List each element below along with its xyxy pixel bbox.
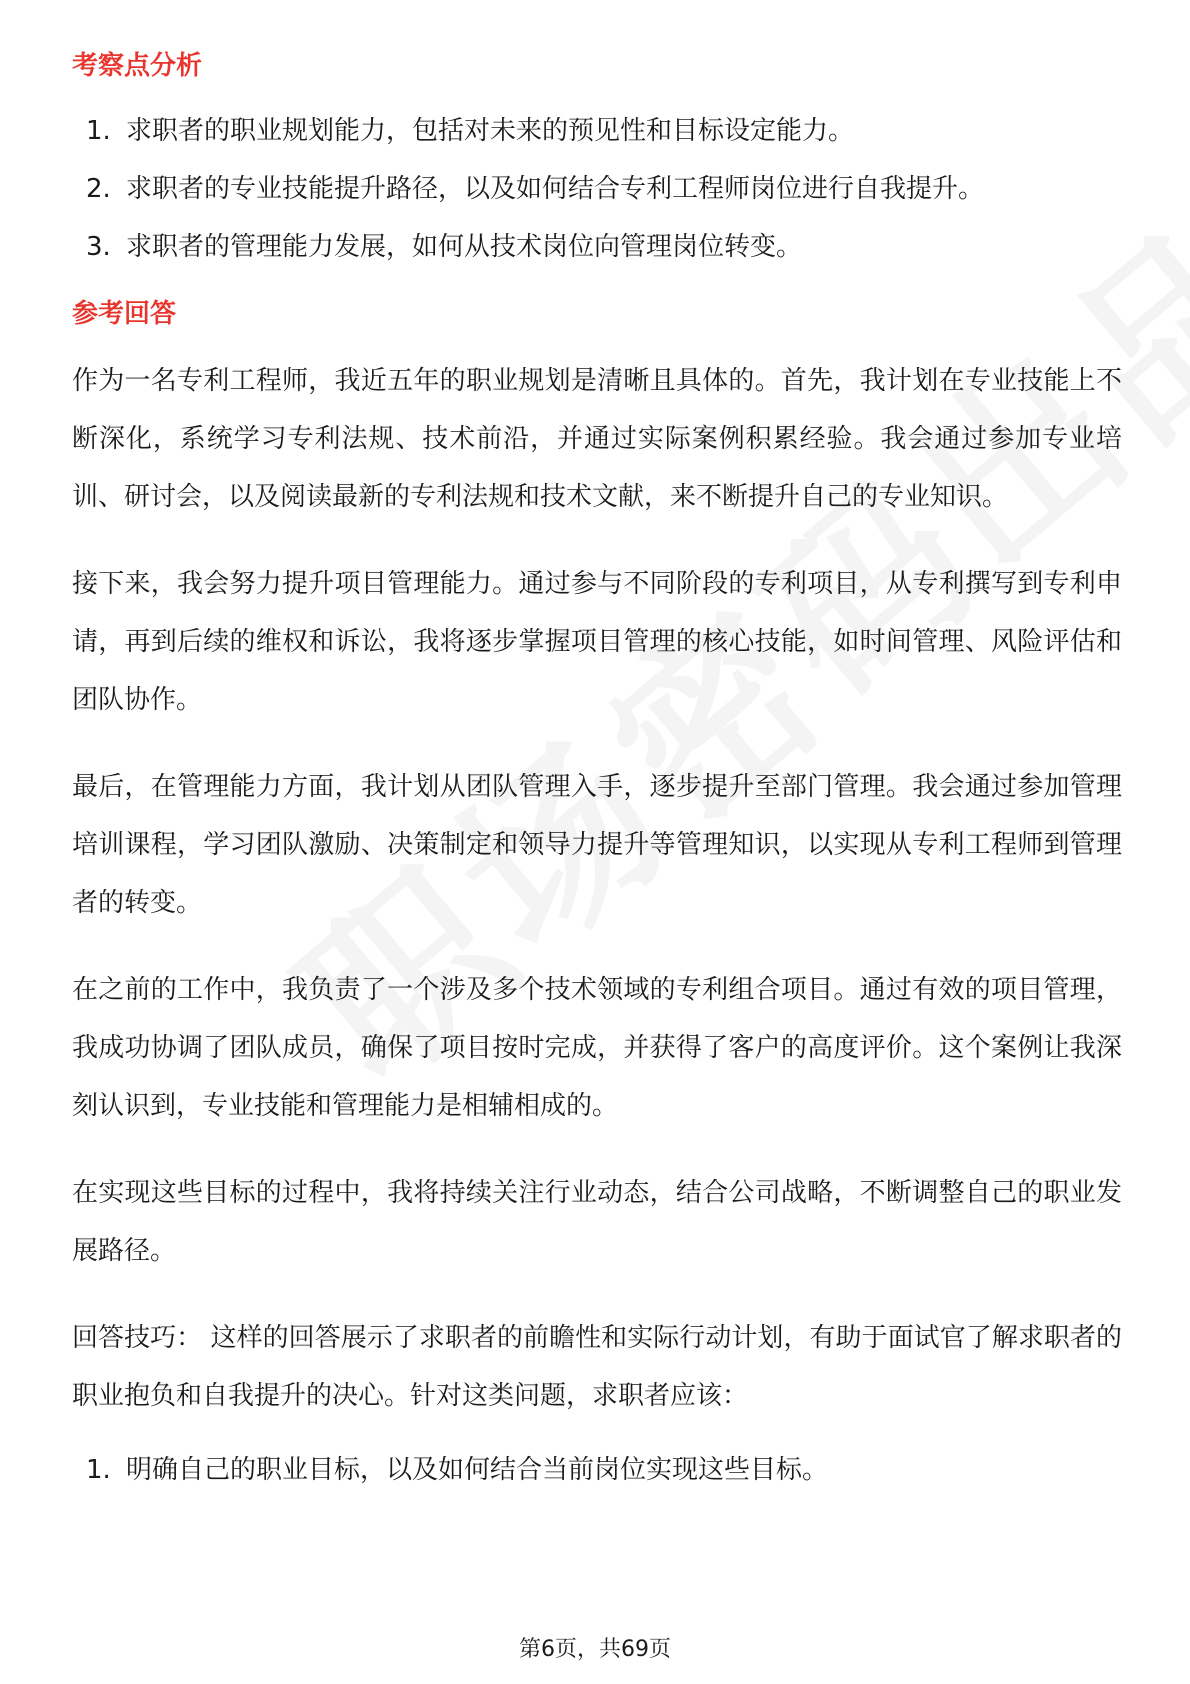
list-item-text: 明确自己的职业目标，以及如何结合当前岗位实现这些目标。: [126, 1455, 829, 1485]
answer-paragraph: 在之前的工作中，我负责了一个涉及多个技术领域的专利组合项目。通过有效的项目管理，我成功协调了团队成员，确保了项目按时完成，并获得了客户的高度评价。这个案例让我深刻认识到，专业技能和管理能力是相辅相成的。: [72, 975, 1122, 1121]
list-item: [72, 102, 1122, 160]
answer-paragraph: 最后，在管理能力方面，我计划从团队管理入手，逐步提升至部门管理。我会通过参加管理培训课程，学习团队激励、决策制定和领导力提升等管理知识，以实现从专利工程师到管理者的转变。: [72, 772, 1122, 918]
list-item-number: 1.: [86, 1455, 111, 1485]
tips-paragraph: 回答技巧： 这样的回答展示了求职者的前瞻性和实际行动计划，有助于面试官了解求职者的职业抱负和自我提升的决心。针对这类问题，求职者应该：: [72, 1323, 1122, 1411]
list-item-text: 求职者的专业技能提升路径，以及如何结合专利工程师岗位进行自我提升。: [126, 174, 985, 204]
list-item-text: 求职者的职业规划能力，包括对未来的预见性和目标设定能力。: [126, 116, 855, 146]
answer-paragraph: 在实现这些目标的过程中，我将持续关注行业动态，结合公司战略，不断调整自己的职业发展路径。: [72, 1178, 1122, 1266]
list-item-number: 2.: [86, 174, 111, 204]
analysis-list: [72, 102, 1122, 276]
list-item: [72, 160, 1122, 218]
list-item-number: 3.: [86, 232, 111, 262]
analysis-title: 考察点分析: [72, 51, 203, 81]
list-item-text: 求职者的管理能力发展，如何从技术岗位向管理岗位转变。: [126, 232, 803, 262]
list-item-number: 1.: [86, 116, 111, 146]
content: [72, 46, 1122, 1499]
tips-list: [72, 1441, 1122, 1499]
list-item: [72, 218, 1122, 276]
answer-paragraph: 作为一名专利工程师，我近五年的职业规划是清晰且具体的。首先，我计划在专业技能上不断深化，系统学习专利法规、技术前沿，并通过实际案例积累经验。我会通过参加专业培训、研讨会，以及阅读最新的专利法规和技术文献，来不断提升自己的专业知识。: [72, 366, 1122, 512]
answer-paragraph: 接下来，我会努力提升项目管理能力。通过参与不同阶段的专利项目，从专利撰写到专利申请，再到后续的维权和诉讼，我将逐步掌握项目管理的核心技能，如时间管理、风险评估和团队协作。: [72, 569, 1122, 715]
page-footer: 第6页，共69页: [519, 1637, 671, 1662]
answer-title: 参考回答: [72, 299, 177, 329]
list-item: [72, 1441, 1122, 1499]
